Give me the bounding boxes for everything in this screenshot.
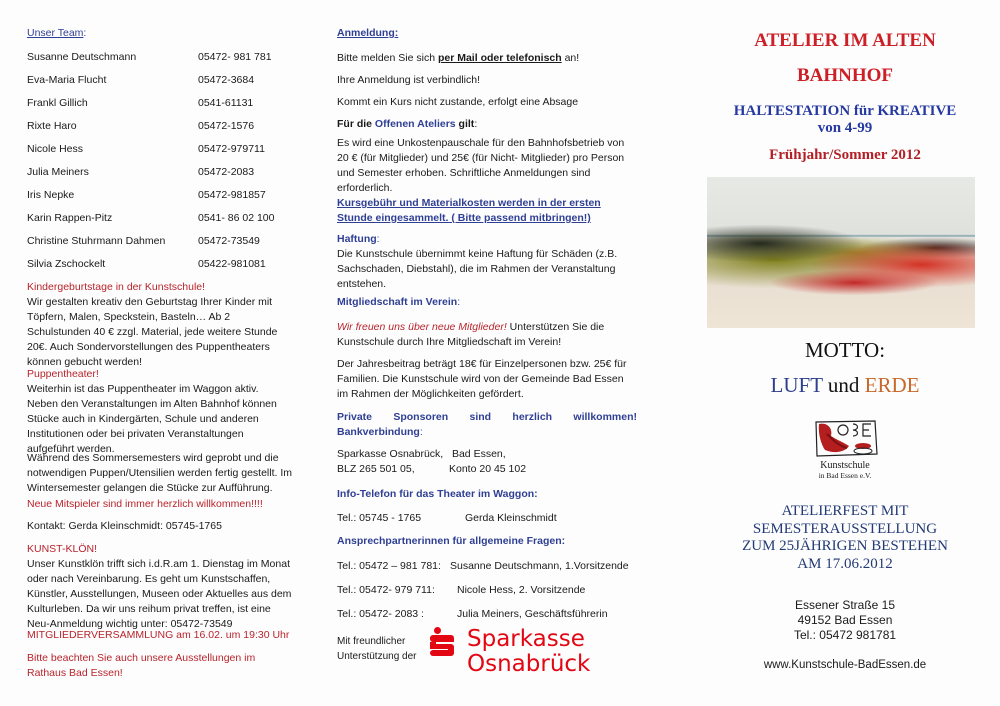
contact-row: Tel.: 05472- 979 711: Nicole Hess, 2. Vorsitzende bbox=[337, 584, 586, 596]
sparkasse-s-icon bbox=[430, 635, 454, 656]
kunstklon-heading: KUNST-KLÖN! bbox=[27, 543, 98, 555]
info-phone-row: Tel.: 05745 - 1765 Gerda Kleinschmidt bbox=[337, 512, 557, 524]
open-ateliers-heading: Für die Offenen Ateliers gilt: bbox=[337, 118, 478, 130]
fest-announcement: ATELIERFEST MIT SEMESTERAUSSTELLUNG ZUM 25JÄHRIGEN BESTEHEN AM 17.06.2012 bbox=[742, 503, 948, 572]
meeting-note: MITGLIEDERVERSAMMLUNG am 16.02. um 19:30 Uhr bbox=[27, 629, 290, 641]
info-phone-heading: Info-Telefon für das Theater im Waggon: bbox=[337, 488, 538, 500]
cover-painting bbox=[707, 177, 975, 328]
motto-text: LUFT und ERDE bbox=[770, 373, 920, 397]
team-row: Frankl Gillich 0541-61131 bbox=[27, 97, 254, 109]
open-ateliers-fee: Es wird eine Unkostenpauschale für den Bahnhofsbetrieb von 20 € (für Mitglieder) und 25€ (für Nicht- Mitglieder) pro Person und Semester erhoben. Schriftliche Anmeldungen sind erforderlich. bbox=[337, 137, 625, 194]
motto-label: MOTTO: bbox=[804, 338, 886, 362]
team-row: Silvia Zschockelt 05422-981081 bbox=[27, 258, 266, 270]
liability-section: Haftung: Die Kunstschule übernimmt keine Haftung für Schäden (z.B. Sachschaden, Diebstahl), die im Rahmen der Veranstaltung entstehen. bbox=[337, 233, 618, 290]
contact-row: Tel.: 05472- 2083 : Julia Meiners, Geschäftsführerin bbox=[337, 608, 608, 620]
membership-heading: Mitgliedschaft im Verein: bbox=[337, 296, 461, 308]
registration-heading: Anmeldung: bbox=[337, 27, 399, 39]
registration-line1: Bitte melden Sie sich per Mail oder telefonisch an! bbox=[337, 52, 580, 64]
puppet-contact: Kontakt: Gerda Kleinschmidt: 05745-1765 bbox=[27, 520, 222, 532]
sparkasse-logo: Sparkasse Osnabrück bbox=[430, 622, 630, 682]
kunstschule-logo-icon bbox=[813, 418, 881, 460]
team-row: Christine Stuhrmann Dahmen 05472-73549 bbox=[27, 235, 260, 247]
team-row: Rixte Haro 05472-1576 bbox=[27, 120, 255, 132]
support-text: Mit freundlicher Unterstützung der bbox=[337, 636, 417, 662]
contact-row: Tel.: 05472 – 981 781: Susanne Deutschmann, 1.Vorsitzende bbox=[337, 560, 629, 572]
cover-season: Frühjahr/Sommer 2012 bbox=[769, 147, 921, 163]
birthday-heading: Kindergeburtstage in der Kunstschule! bbox=[27, 281, 206, 293]
membership-fee: Der Jahresbeitrag beträgt 18€ für Einzelpersonen bzw. 25€ für Familien. Die Kunstschule wird von der Gemeinde Bad Essen im Rahmen der Möglichkeiten gefördert. bbox=[337, 358, 627, 400]
registration-line3: Kommt ein Kurs nicht zustande, erfolgt eine Absage bbox=[337, 96, 579, 108]
address-block: Essener Straße 15 49152 Bad Essen Tel.: 05472 981781 bbox=[793, 598, 897, 642]
team-row: Eva-Maria Flucht 05472-3684 bbox=[27, 74, 255, 86]
website-link[interactable]: www.Kunstschule-BadEssen.de bbox=[763, 659, 927, 671]
sponsors-section: Private Sponsoren sind herzlich willkommen! Bankverbindung: bbox=[337, 411, 637, 438]
contacts-heading: Ansprechpartnerinnen für allgemeine Fragen: bbox=[337, 535, 566, 547]
kunstschule-logo-text: Kunstschule in Bad Essen e.V. bbox=[818, 460, 872, 480]
team-row: Iris Nepke 05472-981857 bbox=[27, 189, 266, 201]
kunstklon-section: KUNST-KLÖN! Unser Kunstklön trifft sich i.d.R.am 1. Dienstag im Monat oder nach Vereinbarung. Es geht um Kunstschaffen, Künstler, Ausstellungen, Museen oder Aktuelles aus dem Kulturleben. Da wir uns reihum privat treffen, ist eine Neu-Anmeldung wichtig unter: 05472-73549 bbox=[27, 542, 317, 632]
registration-line2: Ihre Anmeldung ist verbindlich! bbox=[337, 74, 480, 86]
team-row: Susanne Deutschmann 05472- 981 781 bbox=[27, 51, 272, 63]
birthday-section: Kindergeburtstage in der Kunstschule! Wir gestalten kreativ den Geburtstag Ihrer Kinder mit Töpfern, Malen, Speckstein, Basteln… Ab 2 Schulstunden 40 € zzgl. Material, jede weitere Stunde 20€. Auch Sondervorstellungen des Puppentheaters können gebucht werden! bbox=[27, 280, 317, 370]
team-row: Julia Meiners 05472-2083 bbox=[27, 166, 255, 178]
puppet-section: Puppentheater! Weiterhin ist das Puppentheater im Waggon aktiv. Neben den Veranstaltungen im Alten Bahnhof können Stücke auch in Kindergärten, Schule und anderen Institutionen oder bei privaten Veranstaltungen aufgeführt werden. bbox=[27, 367, 317, 457]
cover-title-line2: BAHNHOF bbox=[796, 65, 894, 86]
cover-title-line1: ATELIER IM ALTEN bbox=[754, 30, 936, 51]
team-row: Karin Rappen-Pitz 0541- 86 02 100 bbox=[27, 212, 275, 224]
puppet-rehearsal-text: Während des Sommersemesters wird geprobt und die notwendigen Puppen/Utensilien werden fertig gestellt. Im Wintersemester gelangen die Stücke zur Aufführung. bbox=[27, 452, 292, 494]
team-row: Nicole Hess 05472-979711 bbox=[27, 143, 265, 155]
cover-subtitle: HALTESTATION für KREATIVE von 4-99 bbox=[733, 103, 957, 136]
liability-heading: Haftung bbox=[337, 233, 377, 245]
bank-details: Sparkasse Osnabrück, Bad Essen, BLZ 265 501 05, Konto 20 45 102 bbox=[337, 448, 527, 475]
membership-invite: Wir freuen uns über neue Mitglieder! Unterstützen Sie die Kunstschule durch Ihre Mitgliedschaft im Verein! bbox=[337, 321, 605, 348]
team-heading: Unser Team: bbox=[27, 27, 87, 39]
puppet-heading: Puppentheater! bbox=[27, 368, 99, 380]
new-players-note: Neue Mitspieler sind immer herzlich willkommen!!!! bbox=[27, 498, 263, 510]
exhibitions-note: Bitte beachten Sie auch unsere Ausstellungen im Rathaus Bad Essen! bbox=[27, 652, 256, 679]
course-fee-note: Kursgebühr und Materialkosten werden in der ersten Stunde eingesammelt. ( Bitte passend mitbringen!) bbox=[337, 197, 601, 224]
